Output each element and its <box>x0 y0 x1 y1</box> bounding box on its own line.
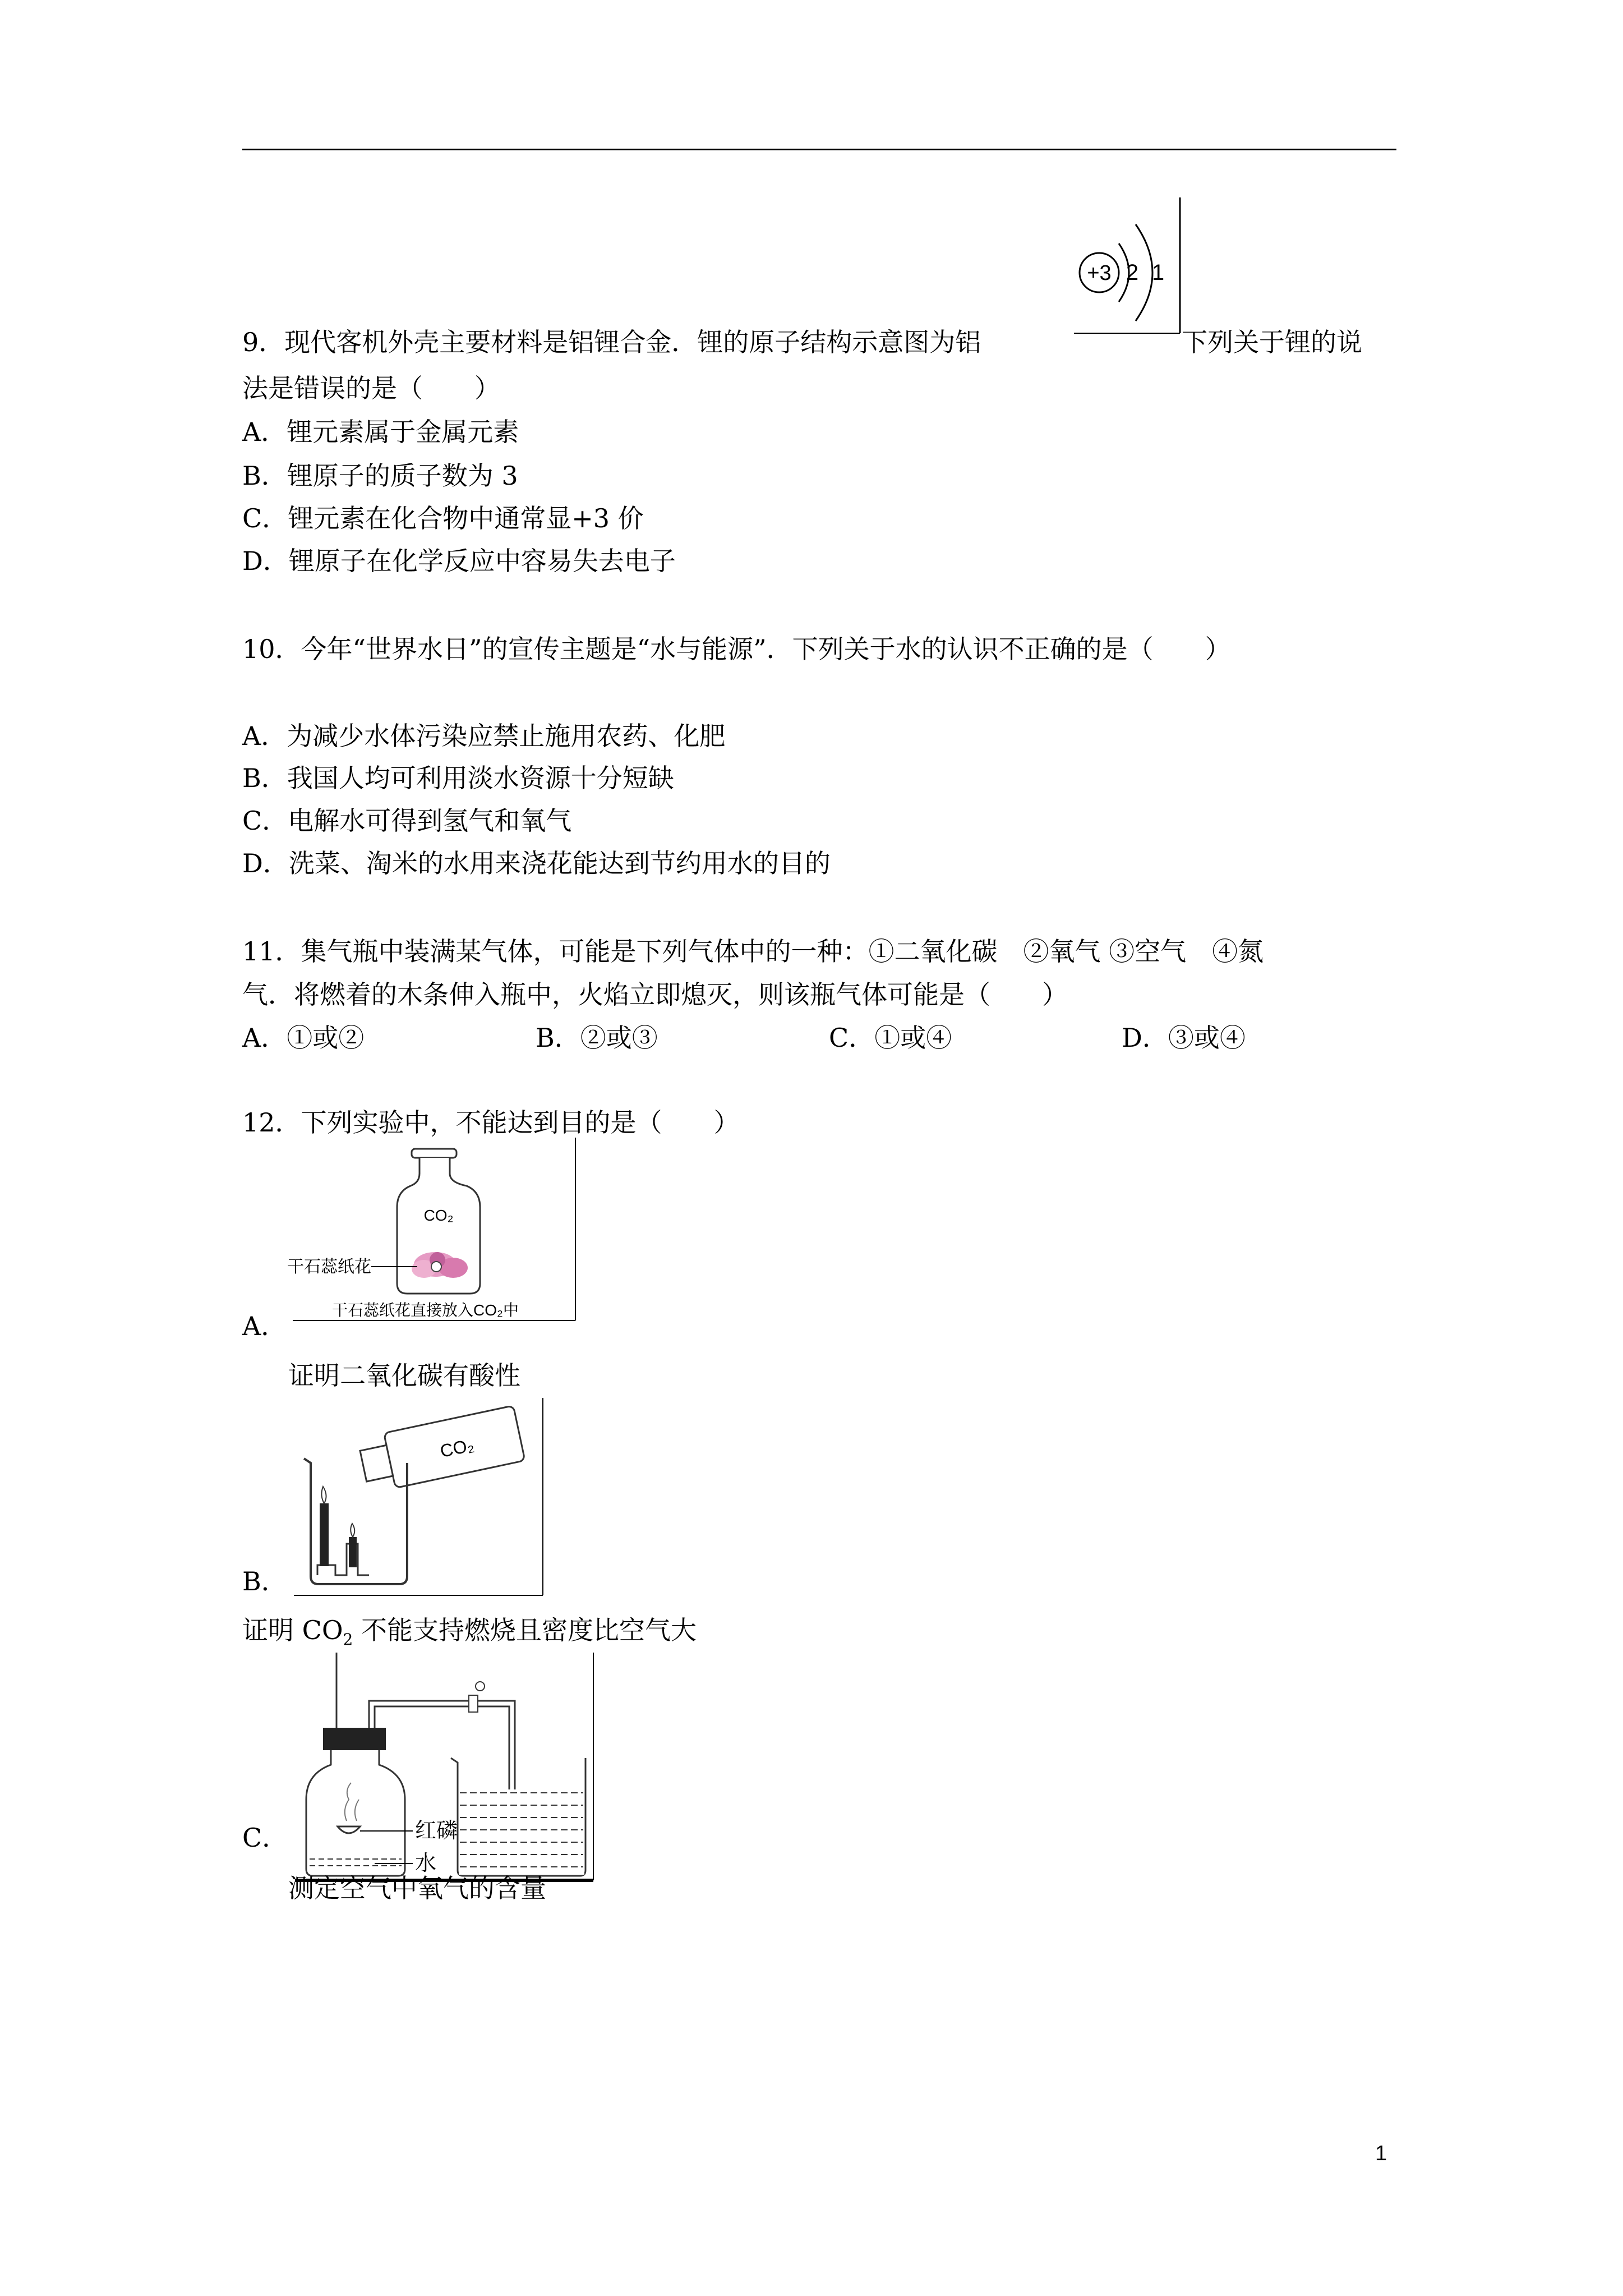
q11-option-d: D．③或④ <box>1122 1023 1246 1053</box>
shell-1-electrons: 2 <box>1126 260 1139 285</box>
header-rule <box>242 149 1396 150</box>
q9-stem-line2: 法是错误的是（ ） <box>242 373 500 403</box>
q12-c-caption: 测定空气中氧气的含量 <box>288 1873 546 1903</box>
red-phosphorus-label: 红磷 <box>415 1819 458 1843</box>
q9-stem-part2: 下列关于锂的说 <box>1182 327 1362 357</box>
q10-option-c: C．电解水可得到氢气和氧气 <box>242 806 572 836</box>
flower-label: 干石蕊纸花 <box>287 1258 371 1276</box>
figure-a-litmus-flower <box>287 1138 579 1323</box>
q9-option-d: D．锂原子在化学反应中容易失去电子 <box>242 546 676 576</box>
q12-b-letter: B． <box>242 1566 287 1596</box>
q12-c-letter: C． <box>242 1823 288 1853</box>
q12-b-caption-part2: 不能支持燃烧且密度比空气大 <box>353 1615 697 1645</box>
q10-option-b: B．我国人均可利用淡水资源十分短缺 <box>242 763 674 793</box>
q12-a-caption: 证明二氧化碳有酸性 <box>288 1360 520 1391</box>
q12-b-caption-part1: 证明 CO <box>242 1615 343 1645</box>
lithium-atom-diagram <box>1074 197 1186 340</box>
gas-label-co2: CO₂ <box>438 1434 476 1462</box>
figure-b-co2-candles <box>291 1397 546 1599</box>
nucleus-charge: +3 <box>1087 261 1112 285</box>
q11-stem-line1: 11．集气瓶中装满某气体，可能是下列气体中的一种：①二氧化碳 ②氧气 ③空气 ④氮 <box>242 936 1264 967</box>
water-label: 水 <box>415 1852 437 1875</box>
figure-a-caption: 干石蕊纸花直接放入CO₂中 <box>332 1301 519 1319</box>
q12-a-letter: A． <box>242 1311 287 1341</box>
q12-stem: 12．下列实验中，不能达到目的是（ ） <box>242 1107 740 1138</box>
q10-stem: 10．今年“世界水日”的宣传主题是“水与能源”．下列关于水的认识不正确的是（ ） <box>242 634 1231 664</box>
q11-option-b: B．②或③ <box>536 1023 658 1053</box>
page-number: 1 <box>1375 2142 1387 2165</box>
shell-2-electrons: 1 <box>1151 260 1165 285</box>
q9-option-b: B．锂原子的质子数为 3 <box>242 461 518 491</box>
q11-option-a: A．①或② <box>242 1023 365 1053</box>
q10-option-a: A．为减少水体污染应禁止施用农药、化肥 <box>242 721 726 751</box>
q9-stem-part1: 9．现代客机外壳主要材料是铝锂合金．锂的原子结构示意图为铝 <box>242 327 981 357</box>
q9-option-a: A．锂元素属于金属元素 <box>242 417 519 447</box>
q12-b-caption <box>242 1614 697 1655</box>
q10-option-d: D．洗菜、淘米的水用来浇花能达到节约用水的目的 <box>242 848 831 878</box>
gas-label-co2: CO₂ <box>423 1207 454 1224</box>
q9-option-c: C．锂元素在化合物中通常显+3 价 <box>242 503 644 533</box>
q11-option-c: C．①或④ <box>829 1023 952 1053</box>
q12-b-caption-sub: 2 <box>343 1630 353 1649</box>
q11-stem-line2: 气．将燃着的木条伸入瓶中，火焰立即熄灭，则该瓶气体可能是（ ） <box>242 979 1068 1010</box>
figure-c-oxygen-measurement <box>291 1653 597 1888</box>
